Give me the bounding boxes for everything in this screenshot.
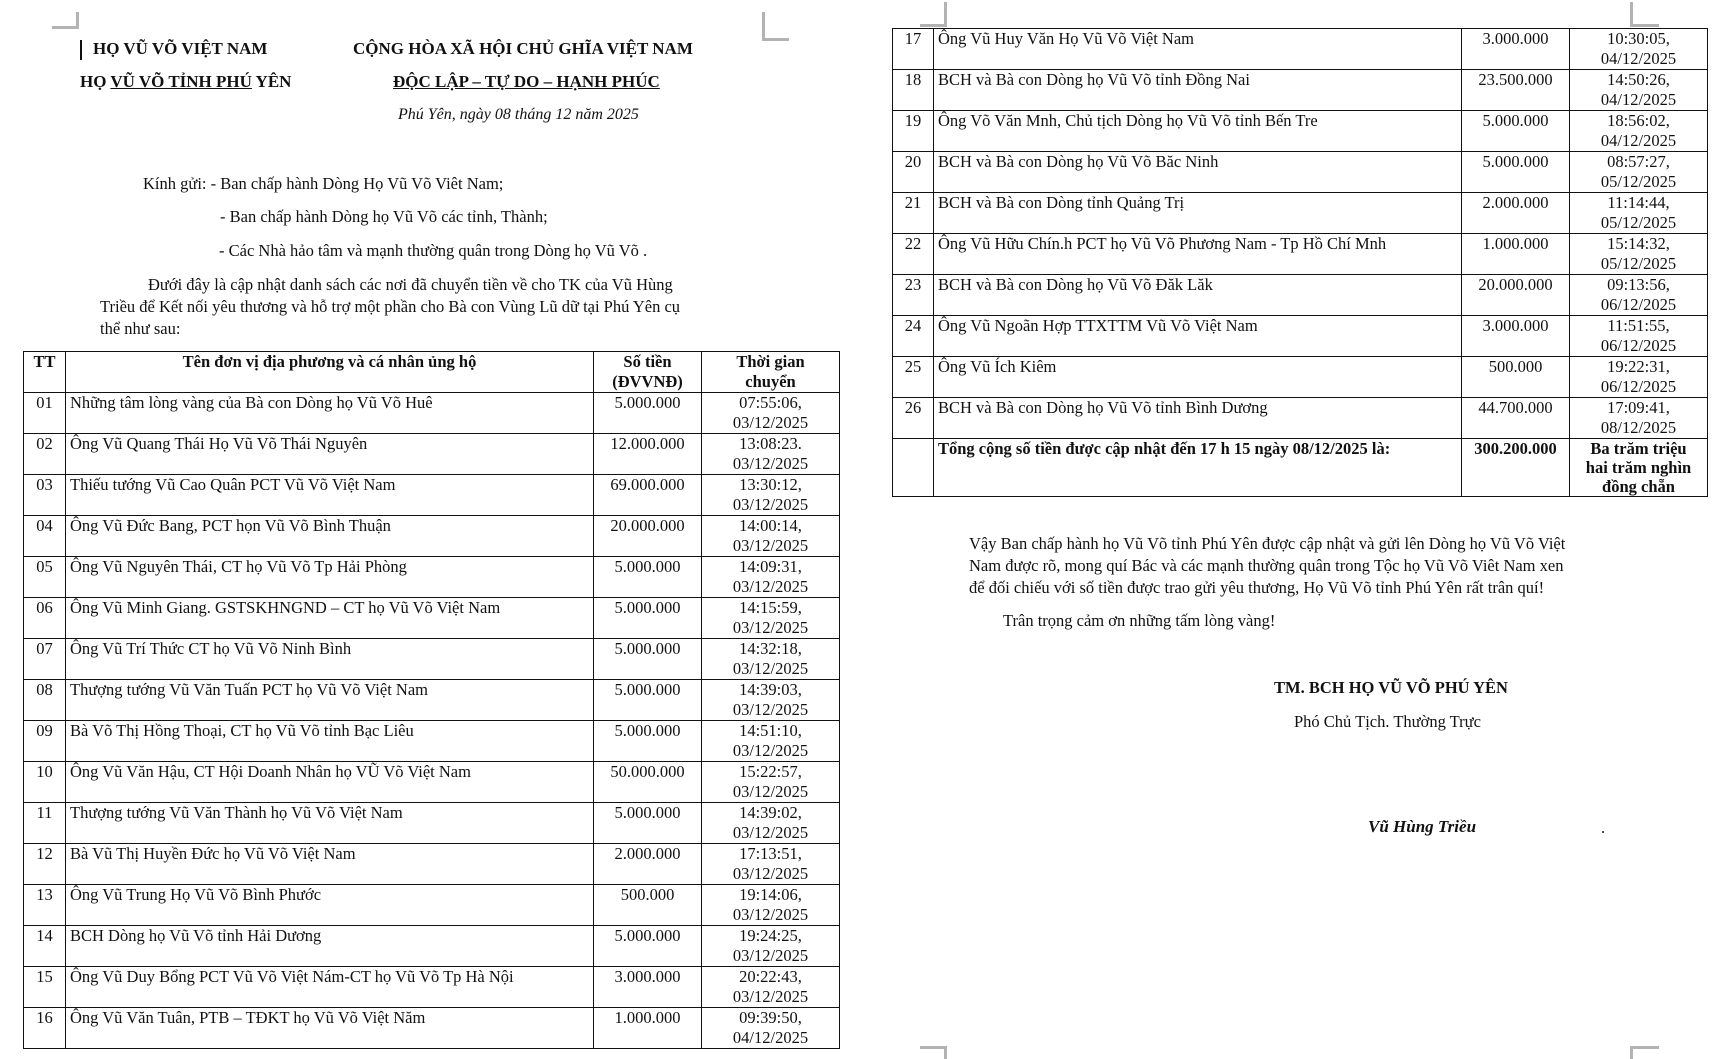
col-header-name: Tên đơn vị địa phương và cá nhân ủng hộ (66, 352, 594, 393)
crop-mark (920, 2, 947, 27)
row-number: 18 (893, 70, 934, 111)
row-amount: 23.500.000 (1462, 70, 1570, 111)
row-amount: 5.000.000 (594, 803, 702, 844)
col-header-time-l1: Thời gian (736, 352, 805, 371)
row-time: 14:51:10, (739, 721, 802, 740)
row-time: 14:09:31, (739, 557, 802, 576)
row-date: 03/12/2025 (732, 987, 809, 1006)
row-time: 19:22:31, (1607, 357, 1670, 376)
total-tt (893, 439, 934, 497)
row-amount: 5.000.000 (594, 680, 702, 721)
row-donor-name: Những tâm lòng vàng của Bà con Dòng họ Vũ Võ Huê (66, 393, 594, 434)
row-number: 13 (24, 885, 66, 926)
row-date: 03/12/2025 (732, 659, 809, 678)
row-number: 26 (893, 398, 934, 439)
row-date: 06/12/2025 (1600, 295, 1677, 314)
row-time: 14:32:18, (739, 639, 802, 658)
col-header-amount (594, 352, 702, 393)
signature-dot: . (1601, 818, 1606, 837)
row-transfer-time (702, 885, 840, 926)
table-row (893, 275, 1708, 316)
row-number: 16 (24, 1008, 66, 1049)
row-date: 03/12/2025 (732, 577, 809, 596)
row-donor-name: Ông Vũ Trung Họ Vũ Võ Bình Phước (66, 885, 594, 926)
row-donor-name: BCH Dòng họ Vũ Võ tỉnh Hải Dương (66, 926, 594, 967)
col-header-amount-l1: Số tiền (623, 352, 672, 371)
table-row (24, 680, 840, 721)
row-time: 18:56:02, (1607, 111, 1670, 130)
row-amount: 5.000.000 (594, 557, 702, 598)
row-transfer-time (702, 926, 840, 967)
row-time: 15:22:57, (739, 762, 802, 781)
closing-line: Vậy Ban chấp hành họ Vũ Võ tỉnh Phú Yên được cập nhật và gửi lên Dòng họ Vũ Võ Việt (969, 534, 1566, 553)
row-time: 13:30:12, (739, 475, 802, 494)
total-row (893, 439, 1708, 497)
row-date: 06/12/2025 (1600, 336, 1677, 355)
org-province-prefix: HỌ (80, 72, 111, 91)
row-date: 03/12/2025 (732, 823, 809, 842)
table-row (24, 557, 840, 598)
table-row (893, 234, 1708, 275)
row-time: 11:51:55, (1607, 316, 1670, 335)
row-date: 05/12/2025 (1600, 172, 1677, 191)
row-time: 11:14:44, (1607, 193, 1670, 212)
row-transfer-time (702, 967, 840, 1008)
row-transfer-time (1570, 398, 1708, 439)
row-transfer-time (702, 393, 840, 434)
row-number: 14 (24, 926, 66, 967)
row-donor-name: Ông Vũ Trí Thức CT họ Vũ Võ Ninh Bình (66, 639, 594, 680)
row-time: 19:14:06, (739, 885, 802, 904)
row-donor-name: Ông Vũ Nguyên Thái, CT họ Vũ Võ Tp Hải Phòng (66, 557, 594, 598)
table-row (24, 803, 840, 844)
row-number: 17 (893, 29, 934, 70)
row-transfer-time (702, 1008, 840, 1049)
row-number: 01 (24, 393, 66, 434)
row-time: 17:09:41, (1607, 398, 1670, 417)
row-amount: 2.000.000 (1462, 193, 1570, 234)
donation-table-part1 (23, 351, 840, 1049)
row-transfer-time (702, 721, 840, 762)
total-words (1570, 439, 1708, 497)
col-header-time (702, 352, 840, 393)
row-date: 03/12/2025 (732, 495, 809, 514)
row-number: 04 (24, 516, 66, 557)
row-amount: 69.000.000 (594, 475, 702, 516)
row-number: 25 (893, 357, 934, 398)
table-row (893, 398, 1708, 439)
text-cursor (80, 40, 82, 60)
row-time: 07:55:06, (739, 393, 802, 412)
table-row (893, 152, 1708, 193)
row-donor-name: Ông Vũ Văn Hậu, CT Hội Doanh Nhân họ VŨ Võ Việt Nam (66, 762, 594, 803)
row-amount: 20.000.000 (1462, 275, 1570, 316)
row-time: 14:00:14, (739, 516, 802, 535)
intro-line: thể như sau: (100, 319, 181, 338)
row-transfer-time (1570, 29, 1708, 70)
row-transfer-time (1570, 193, 1708, 234)
row-number: 21 (893, 193, 934, 234)
row-transfer-time (702, 475, 840, 516)
row-amount: 500.000 (594, 885, 702, 926)
row-date: 03/12/2025 (732, 741, 809, 760)
row-number: 24 (893, 316, 934, 357)
row-number: 10 (24, 762, 66, 803)
table-row (24, 516, 840, 557)
table-row (24, 598, 840, 639)
org-province (80, 72, 291, 92)
row-number: 19 (893, 111, 934, 152)
row-date: 04/12/2025 (1600, 131, 1677, 150)
row-amount: 2.000.000 (594, 844, 702, 885)
row-amount: 3.000.000 (1462, 316, 1570, 357)
place-date: Phú Yên, ngày 08 tháng 12 năm 2025 (398, 106, 639, 123)
table-row (24, 1008, 840, 1049)
org-province-underlined: VŨ VÕ TỈNH PHÚ (110, 72, 252, 91)
row-time: 08:57:27, (1607, 152, 1670, 171)
row-donor-name: Ông Vũ Duy Bổng PCT Vũ Võ Việt Nám-CT họ Vũ Võ Tp Hà Nội (66, 967, 594, 1008)
row-number: 23 (893, 275, 934, 316)
signature-name: Vũ Hùng Triều (1368, 817, 1477, 836)
row-amount: 20.000.000 (594, 516, 702, 557)
row-time: 09:39:50, (739, 1008, 802, 1027)
row-transfer-time (1570, 357, 1708, 398)
row-date: 03/12/2025 (732, 700, 809, 719)
row-date: 04/12/2025 (1600, 49, 1677, 68)
row-donor-name: BCH và Bà con Dòng họ Vũ Võ tỉnh Bình Dương (934, 398, 1462, 439)
table-row (893, 316, 1708, 357)
col-header-tt: TT (24, 352, 66, 393)
row-date: 03/12/2025 (732, 864, 809, 883)
closing-line: Nam được rõ, mong quí Bác và các mạnh thường quân trong Tộc họ Vũ Võ Viêt Nam xen (969, 556, 1564, 575)
row-transfer-time (702, 680, 840, 721)
row-date: 03/12/2025 (732, 782, 809, 801)
row-number: 20 (893, 152, 934, 193)
row-amount: 12.000.000 (594, 434, 702, 475)
row-amount: 5.000.000 (594, 639, 702, 680)
row-transfer-time (702, 803, 840, 844)
row-donor-name: Thiếu tướng Vũ Cao Quân PCT Vũ Võ Việt Nam (66, 475, 594, 516)
row-amount: 5.000.000 (594, 393, 702, 434)
org-name: HỌ VŨ VÕ VIỆT NAM (93, 39, 268, 58)
row-date: 04/12/2025 (732, 1028, 809, 1047)
row-number: 03 (24, 475, 66, 516)
row-donor-name: Ông Vũ Hữu Chín.h PCT họ Vũ Võ Phương Nam - Tp Hồ Chí Mnh (934, 234, 1462, 275)
row-transfer-time (1570, 234, 1708, 275)
total-words-l3: đồng chẵn (1602, 477, 1675, 496)
crop-mark (1630, 1046, 1659, 1059)
row-donor-name: Ông Vũ Huy Văn Họ Vũ Võ Việt Nam (934, 29, 1462, 70)
row-donor-name: BCH và Bà con Dòng tỉnh Quảng Trị (934, 193, 1462, 234)
row-donor-name: Thượng tướng Vũ Văn Thành họ Vũ Võ Việt Nam (66, 803, 594, 844)
row-transfer-time (702, 557, 840, 598)
crop-mark (762, 12, 789, 41)
row-date: 03/12/2025 (732, 946, 809, 965)
table-row (24, 926, 840, 967)
row-donor-name: Bà Võ Thị Hồng Thoại, CT họ Vũ Võ tỉnh Bạc Liêu (66, 721, 594, 762)
row-amount: 1.000.000 (1462, 234, 1570, 275)
row-donor-name: Thượng tướng Vũ Văn Tuấn PCT họ Vũ Võ Việt Nam (66, 680, 594, 721)
row-time: 14:39:02, (739, 803, 802, 822)
crop-mark (52, 12, 79, 29)
row-number: 06 (24, 598, 66, 639)
row-amount: 500.000 (1462, 357, 1570, 398)
row-time: 14:15:59, (739, 598, 802, 617)
row-number: 02 (24, 434, 66, 475)
row-transfer-time (702, 844, 840, 885)
row-number: 22 (893, 234, 934, 275)
row-number: 05 (24, 557, 66, 598)
row-transfer-time (702, 434, 840, 475)
intro-line: Triều để Kết nối yêu thương và hỗ trợ một phần cho Bà con Vùng Lũ dữ tại Phú Yên cụ (100, 297, 681, 316)
row-donor-name: BCH và Bà con Dòng họ Vũ Võ Băc Ninh (934, 152, 1462, 193)
nation-title: CỘNG HÒA XÃ HỘI CHỦ GHĨA VIỆT NAM (353, 39, 693, 58)
row-donor-name: Ông Vũ Minh Giang. GSTSKHNGND – CT họ Vũ Võ Việt Nam (66, 598, 594, 639)
row-donor-name: Ông Vũ Văn Tuân, PTB – TĐKT họ Vũ Võ Việt Năm (66, 1008, 594, 1049)
table-row (893, 193, 1708, 234)
row-date: 03/12/2025 (732, 905, 809, 924)
table-row (24, 967, 840, 1008)
row-date: 03/12/2025 (732, 454, 809, 473)
row-amount: 5.000.000 (594, 721, 702, 762)
table-row (893, 111, 1708, 152)
row-donor-name: Bà Vũ Thị Huyền Đức họ Vũ Võ Việt Nam (66, 844, 594, 885)
table-row (24, 434, 840, 475)
org-province-suffix: YÊN (251, 72, 292, 91)
row-transfer-time (702, 639, 840, 680)
row-date: 05/12/2025 (1600, 254, 1677, 273)
total-words-l2: hai trăm nghìn (1585, 458, 1692, 477)
table-row (24, 721, 840, 762)
table-header-row (24, 352, 840, 393)
donation-table-part2 (892, 28, 1708, 497)
table-row (24, 393, 840, 434)
row-date: 03/12/2025 (732, 413, 809, 432)
row-time: 20:22:43, (739, 967, 802, 986)
row-amount: 44.700.000 (1462, 398, 1570, 439)
row-date: 03/12/2025 (732, 536, 809, 555)
row-donor-name: BCH và Bà con Dòng họ Vũ Võ Đăk Lăk (934, 275, 1462, 316)
row-transfer-time (1570, 316, 1708, 357)
table-row (24, 639, 840, 680)
crop-mark (1630, 2, 1659, 27)
row-date: 03/12/2025 (732, 618, 809, 637)
row-donor-name: Ông Võ Văn Mnh, Chủ tịch Dòng họ Vũ Võ tỉnh Bến Tre (934, 111, 1462, 152)
row-transfer-time (702, 516, 840, 557)
row-amount: 3.000.000 (594, 967, 702, 1008)
row-time: 19:24:25, (739, 926, 802, 945)
row-number: 12 (24, 844, 66, 885)
total-amount: 300.200.000 (1462, 439, 1570, 497)
row-amount: 5.000.000 (594, 598, 702, 639)
row-amount: 1.000.000 (594, 1008, 702, 1049)
table-row (24, 475, 840, 516)
thanks-line: Trân trọng cảm ơn những tấm lòng vàng! (1003, 611, 1276, 630)
crop-mark (920, 1046, 947, 1059)
row-amount: 50.000.000 (594, 762, 702, 803)
row-amount: 5.000.000 (1462, 111, 1570, 152)
row-transfer-time (1570, 275, 1708, 316)
row-number: 07 (24, 639, 66, 680)
row-time: 10:30:05, (1607, 29, 1670, 48)
signature-org: TM. BCH HỌ VŨ VÕ PHÚ YÊN (1274, 678, 1508, 697)
table-row (893, 70, 1708, 111)
row-date: 05/12/2025 (1600, 213, 1677, 232)
row-time: 14:50:26, (1607, 70, 1670, 89)
row-time: 17:13:51, (739, 844, 802, 863)
row-number: 11 (24, 803, 66, 844)
row-time: 09:13:56, (1607, 275, 1670, 294)
recipient-line: Kính gửi: - Ban chấp hành Dòng Họ Vũ Võ Viêt Nam; (143, 174, 504, 193)
row-amount: 3.000.000 (1462, 29, 1570, 70)
row-donor-name: Ông Vũ Quang Thái Họ Vũ Võ Thái Nguyên (66, 434, 594, 475)
row-transfer-time (1570, 152, 1708, 193)
table-row (24, 844, 840, 885)
closing-line: để đối chiếu với số tiền được trao gửi yêu thương, Họ Vũ Võ tỉnh Phú Yên rất trân quí! (969, 578, 1545, 597)
row-transfer-time (702, 762, 840, 803)
signature-title: Phó Chủ Tịch. Thường Trực (1294, 712, 1481, 731)
row-number: 09 (24, 721, 66, 762)
row-donor-name: Ông Vũ Đức Bang, PCT họn Vũ Võ Bình Thuận (66, 516, 594, 557)
col-header-amount-l2: (ĐVVNĐ) (612, 372, 683, 391)
row-transfer-time (1570, 111, 1708, 152)
row-number: 08 (24, 680, 66, 721)
total-label: Tổng cộng số tiền được cập nhật đến 17 h 15 ngày 08/12/2025 là: (934, 439, 1462, 497)
nation-motto: ĐỘC LẬP – TỰ DO – HẠNH PHÚC (393, 72, 660, 91)
row-donor-name: Ông Vũ Ích Kiêm (934, 357, 1462, 398)
row-amount: 5.000.000 (594, 926, 702, 967)
table-row (24, 762, 840, 803)
col-header-time-l2: chuyển (745, 372, 796, 391)
row-time: 14:39:03, (739, 680, 802, 699)
row-date: 06/12/2025 (1600, 377, 1677, 396)
recipient-line: - Ban chấp hành Dòng họ Vũ Võ các tỉnh, Thành; (220, 207, 548, 226)
recipient-line: - Các Nhà hảo tâm và mạnh thường quân trong Dòng họ Vũ Võ . (219, 241, 648, 260)
row-transfer-time (702, 598, 840, 639)
table-row (893, 357, 1708, 398)
row-transfer-time (1570, 70, 1708, 111)
row-donor-name: Ông Vũ Ngoãn Hợp TTXTTM Vũ Võ Việt Nam (934, 316, 1462, 357)
table-row (893, 29, 1708, 70)
intro-line: Đưới đây là cập nhật danh sách các nơi đã chuyển tiền về cho TK của Vũ Hùng (148, 275, 673, 294)
row-amount: 5.000.000 (1462, 152, 1570, 193)
row-time: 13:08:23. (739, 434, 802, 453)
row-number: 15 (24, 967, 66, 1008)
row-date: 04/12/2025 (1600, 90, 1677, 109)
row-date: 08/12/2025 (1600, 418, 1677, 437)
table-row (24, 885, 840, 926)
total-words-l1: Ba trăm triệu (1590, 439, 1687, 458)
row-donor-name: BCH và Bà con Dòng họ Vũ Võ tỉnh Đồng Nai (934, 70, 1462, 111)
row-time: 15:14:32, (1607, 234, 1670, 253)
